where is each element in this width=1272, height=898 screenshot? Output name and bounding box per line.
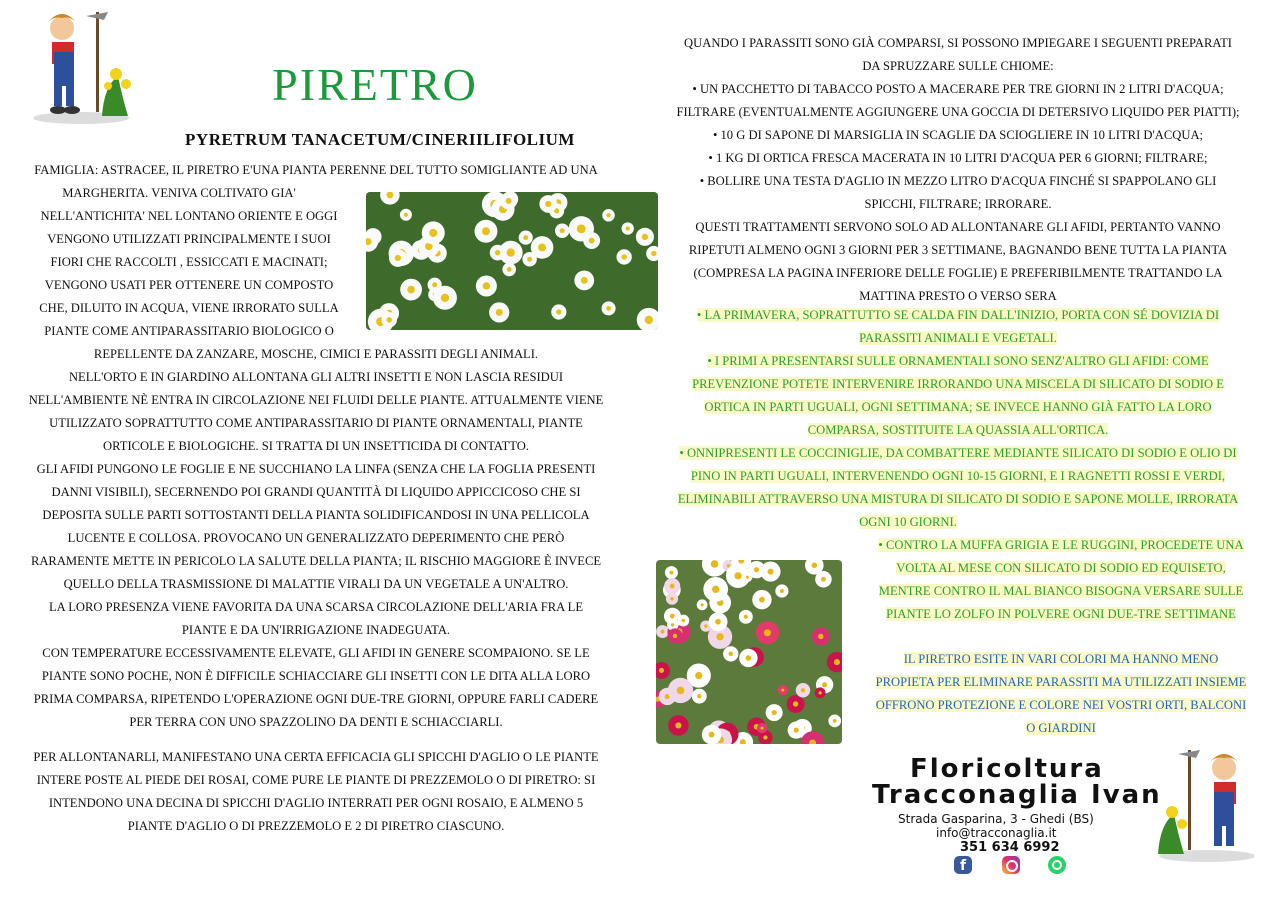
pyrethrum-center <box>746 655 752 661</box>
pyrethrum-center <box>763 735 767 739</box>
prevention-line: • I PRIMI A PRESENTARSI SULLE ORNAMENTALI SONO SENZ'ALTRO GLI AFIDI: COME <box>707 354 1209 368</box>
phone: 351 634 6992 <box>960 840 1060 855</box>
pyrethrum-center <box>764 629 771 636</box>
prevention-line: PINO IN PARTI UGUALI, INTERVENENDO OGNI 10-15 GIORNI, E I RAGNETTI ROSSI E VERDI, <box>690 469 1226 483</box>
facebook-icon[interactable]: f <box>954 856 972 874</box>
pyrethrum-center <box>818 634 823 639</box>
remedy-line: QUANDO I PARASSITI SONO GIÀ COMPARSI, SI POSSONO IMPIEGARE I SEGUENTI PREPARATI <box>684 36 1232 50</box>
intro-paragraph <box>14 159 618 734</box>
note-line: OFFRONO PROTEZIONE E COLORE NEI VOSTRI ORTI, BALCONI <box>875 698 1247 712</box>
colored-pyrethrum-photo <box>656 560 842 744</box>
pyrethrum-center <box>677 687 685 695</box>
outro-line: PIANTE D'AGLIO O DI PREZZEMOLO E 2 DI PIRETRO CIASCUNO. <box>127 819 505 833</box>
page-subtitle: PYRETRUM TANACETUM/CINERIILIFOLIUM <box>185 130 575 149</box>
pyrethrum-center <box>744 615 748 619</box>
fungus-paragraph <box>856 534 1266 626</box>
intro-line: VENGONO USATI PER OTTENERE UN COMPOSTO <box>44 278 334 292</box>
pyrethrum-center <box>715 619 721 625</box>
pyrethrum-center <box>659 668 664 673</box>
intro-line: ORTICOLE E BIOLOGICHE. SI TRATTA DI UN INSETTICIDA DI CONTATTO. <box>103 439 529 453</box>
farmer-mascot-icon <box>26 6 136 126</box>
remedy-line: QUESTI TRATTAMENTI SERVONO SOLO AD ALLONTANARE GLI AFIDI, PERTANTO VANNO <box>695 220 1221 234</box>
pyrethrum-center <box>759 597 765 603</box>
pyrethrum-center <box>700 603 703 606</box>
address: Strada Gasparina, 3 - Ghedi (BS) <box>898 812 1094 826</box>
fungus-line: MENTRE CONTRO IL MAL BIANCO BISOGNA VERSARE SULLE <box>878 584 1244 598</box>
pyrethrum-center <box>781 689 784 692</box>
pyrethrum-center <box>682 619 686 623</box>
remedy-line: • 1 KG DI ORTICA FRESCA MACERATA IN 10 LITRI D'ACQUA PER 6 GIORNI; FILTRARE; <box>708 151 1208 165</box>
remedy-line: RIPETUTI ALMENO OGNI 3 GIORNI PER 3 SETTIMANE, BAGNANDO BENE TUTTA LA PIANTA <box>688 243 1228 257</box>
pyrethrum-center <box>780 589 784 593</box>
pyrethrum-center <box>833 719 837 723</box>
pyrethrum-center <box>754 567 759 572</box>
intro-line: CON TEMPERATURE ECCESSIVAMENTE ELEVATE, GLI AFIDI IN GENERE SCOMPAIONO. SE LE <box>42 646 590 660</box>
intro-line: PIANTE COME ANTIPARASSITARIO BIOLOGICO O <box>44 324 334 338</box>
prevention-line: • ONNIPRESENTI LE COCCINIGLIE, DA COMBATTERE MEDIANTE SILICATO DI SODIO E OLIO DI <box>679 446 1237 460</box>
note-line: O GIARDINI <box>1026 721 1096 735</box>
prevention-line: OGNI 10 GIORNI. <box>859 515 957 529</box>
note-line: IL PIRETRO ESITE IN VARI COLORI MA HANNO MENO <box>903 652 1219 666</box>
pyrethrum-center <box>819 691 822 694</box>
brand-line-2: Tracconaglia Ivan <box>872 780 1162 810</box>
pyrethrum-center <box>661 630 665 634</box>
fungus-line: PIANTE LO ZOLFO IN POLVERE OGNI DUE-TRE SETTIMANE <box>886 607 1236 621</box>
intro-line: REPELLENTE DA ZANZARE, MOSCHE, CIMICI E PARASSITI DEGLI ANIMALI. <box>93 347 539 361</box>
prevention-line: ORTICA IN PARTI UGUALI, OGNI SETTIMANA; SE INVECE HANNO GIÀ FATTO LA LORO <box>704 400 1212 414</box>
email: info@tracconaglia.it <box>936 826 1057 840</box>
prevention-line: ELIMINABILI ATTRAVERSO UNA MISTURA DI SILICATO DI SODIO E SAPONE MOLLE, IRRORATA <box>677 492 1239 506</box>
intro-line: UTILIZZATO SOPRATTUTTO COME ANTIPARASSITARIO DI PIANTE ORNAMENTALI, PIANTE <box>49 416 583 430</box>
fungus-line: VOLTA AL MESE CON SILICATO DI SODIO ED EQUISETO, <box>896 561 1226 575</box>
outro-line: INTERE POSTE AL PIEDE DEI ROSAI, COME PURE LE PIANTE DI PREZZEMOLO O DI PIRETRO: SI <box>36 773 596 787</box>
prevention-line: • LA PRIMAVERA, SOPRATTUTTO SE CALDA FIN DALL'INIZIO, PORTA CON SÉ DOVIZIA DI <box>696 308 1220 322</box>
pyrethrum-center <box>822 682 827 687</box>
remedy-line: • 10 G DI SAPONE DI MARSIGLIA IN SCAGLIE DA SCIOGLIERE IN 10 LITRI D'ACQUA; <box>712 128 1204 142</box>
pyrethrum-center <box>697 694 701 698</box>
intro-line: FIORI CHE RACCOLTI , ESSICCATI E MACINATI; <box>50 255 328 269</box>
page-title: PIRETRO <box>272 59 478 110</box>
pyrethrum-center <box>728 652 733 657</box>
intro-line: QUELLO DELLA TRASMISSIONE DI MALATTIE VIRALI DA UN VEGETALE A UN'ALTRO. <box>63 577 569 591</box>
colors-note <box>856 648 1266 740</box>
pyrethrum-center <box>709 732 715 738</box>
pyrethrum-center <box>834 659 840 665</box>
prevention-line: PARASSITI ANIMALI E VEGETALI. <box>859 331 1057 345</box>
pyrethrum-center <box>671 623 674 626</box>
intro-line: NELL'AMBIENTE NÈ ENTRA IN CIRCOLAZIONE NEI FLUIDI DELLE PIANTE. ATTUALMENTE VIENE <box>28 393 604 407</box>
pyrethrum-center <box>812 563 818 569</box>
whatsapp-icon[interactable] <box>1048 856 1066 874</box>
pyrethrum-center <box>669 571 673 575</box>
intro-line: GLI AFIDI PUNGONO LE FOGLIE E NE SUCCHIANO LA LINFA (SENZA CHE LA FOGLIA PRESENTI <box>36 462 596 476</box>
remedy-line: (COMPRESA LA PAGINA INFERIORE DELLE FOGLIE) E PREFERIBILMENTE TRATTANDO LA <box>693 266 1223 280</box>
note-line: PROPIETA PER ELIMINARE PARASSITI MA UTILIZZATI INSIEME <box>875 675 1247 689</box>
outro-line: INTENDONO UNA DECINA DI SPICCHI D'AGLIO INTERRATI PER OGNI ROSAIO, E ALMENO 5 <box>48 796 584 810</box>
pyrethrum-center <box>821 577 826 582</box>
intro-line: CHE, DILUITO IN ACQUA, VIENE IRRORATO SULLA <box>39 301 339 315</box>
pyrethrum-center <box>794 728 799 733</box>
remedy-line: • BOLLIRE UNA TESTA D'AGLIO IN MEZZO LITRO D'ACQUA FINCHÉ SI SPAPPOLANO GLI <box>699 174 1217 188</box>
intro-line: MARGHERITA. VENIVA COLTIVATO GIA' <box>62 186 296 200</box>
intro-line: RARAMENTE METTE IN PERICOLO LA SALUTE DELLA PIANTA; IL RISCHIO MAGGIORE È INVECE <box>30 554 602 568</box>
pyrethrum-center <box>801 688 805 692</box>
farmer-mascot-icon <box>1152 744 1262 864</box>
intro-line: VENGONO UTILIZZATI PRINCIPALMENTE I SUOI <box>47 232 331 246</box>
pyrethrum-center <box>711 560 719 568</box>
intro-line: DEPOSITA SULLE PARTI SOTTOSTANTI DELLA PIANTA SOLIDIFICANDOSI IN UNA PELLICOLA <box>42 508 590 522</box>
remedy-line: SPICCHI, FILTRARE; IRRORARE. <box>864 197 1052 211</box>
daisy-center <box>621 254 626 259</box>
pyrethrum-center <box>767 569 773 575</box>
remedy-line: DA SPRUZZARE SULLE CHIOME: <box>862 59 1054 73</box>
brand-line-1: Floricoltura <box>910 754 1104 784</box>
intro-line: NELL'ORTO E IN GIARDINO ALLONTANA GLI ALTRI INSETTI E NON LASCIA RESIDUI <box>68 370 564 384</box>
intro-line: FAMIGLIA: ASTRACEE, IL PIRETRO E'UNA PIANTA PERENNE DEL TUTTO SOMIGLIANTE AD UNA <box>34 163 598 177</box>
pyrethrum-center <box>716 633 723 640</box>
intro-line: LUCENTE E COLLOSA. PROVOCANO UN GENERALIZZATO DEPERIMENTO CHE PERÒ <box>67 531 565 545</box>
daisy-center <box>642 234 648 240</box>
intro-line: PIANTE SONO POCHE, NON È DIFFICILE SCHIACCIARE GLI INSETTI CON LE DITA ALLA LORO <box>41 669 591 683</box>
pyrethrum-center <box>695 672 702 679</box>
outro-paragraph <box>14 746 618 838</box>
outro-line: PER ALLONTANARLI, MANIFESTANO UNA CERTA EFFICACIA GLI SPICCHI D'AGLIO O LE PIANTE <box>33 750 599 764</box>
remedy-line: MATTINA PRESTO O VERSO SERA <box>859 289 1057 303</box>
remedy-line: FILTRARE (EVENTUALMENTE AGGIUNGERE UNA GOCCIA DI DETERSIVO LIQUIDO PER PIATTI); <box>676 105 1240 119</box>
pyrethrum-center <box>793 701 798 706</box>
remedies-paragraph <box>652 32 1264 308</box>
intro-line: LA LORO PRESENZA VIENE FAVORITA DA UNA SCARSA CIRCOLAZIONE DELL'ARIA FRA LE <box>48 600 584 614</box>
prevention-line: COMPARSA, SOSTITUITE LA QUASSIA ALL'ORTICA. <box>807 423 1109 437</box>
pyrethrum-center <box>712 586 719 593</box>
pyrethrum-center <box>675 722 681 728</box>
remedy-line: • UN PACCHETTO DI TABACCO POSTO A MACERARE PER TRE GIORNI IN 2 LITRI D'ACQUA; <box>692 82 1224 96</box>
instagram-icon[interactable] <box>1002 856 1020 874</box>
intro-line: NELL'ANTICHITA' NEL LONTANO ORIENTE E OGGI <box>40 209 338 223</box>
pyrethrum-center <box>673 634 677 638</box>
prevention-line: PREVENZIONE POTETE INTERVENIRE IRRORANDO UNA MISCELA DI SILICATO DI SODIO E <box>692 377 1224 391</box>
fungus-line: • CONTRO LA MUFFA GRIGIA E LE RUGGINI, PROCEDETE UNA <box>878 538 1244 552</box>
pyrethrum-center <box>746 576 749 579</box>
pyrethrum-center <box>670 584 675 589</box>
pyrethrum-center <box>704 624 707 627</box>
pyrethrum-center <box>670 597 674 601</box>
intro-line: PIANTE E DA UN'IRRIGAZIONE INADEGUATA. <box>181 623 451 637</box>
pyrethrum-center <box>734 572 741 579</box>
intro-line: PER TERRA CON UNO SPAZZOLINO DA DENTI E SCHIACCIARLI. <box>129 715 503 729</box>
intro-line: DANNI VISIBILI), SECERNENDO POI GRANDI QUANTITÀ DI LIQUIDO APPICCICOSO CHE SI <box>51 485 581 499</box>
intro-line: PRIMA COMPARSA, RIPETENDO L'OPERAZIONE OGNI DUE-TRE GIORNI, OPPURE FARLI CADERE <box>33 692 599 706</box>
daisy-center <box>626 226 630 230</box>
pyrethrum-center <box>760 727 763 730</box>
prevention-paragraph <box>652 304 1264 534</box>
pyrethrum-center <box>772 710 777 715</box>
